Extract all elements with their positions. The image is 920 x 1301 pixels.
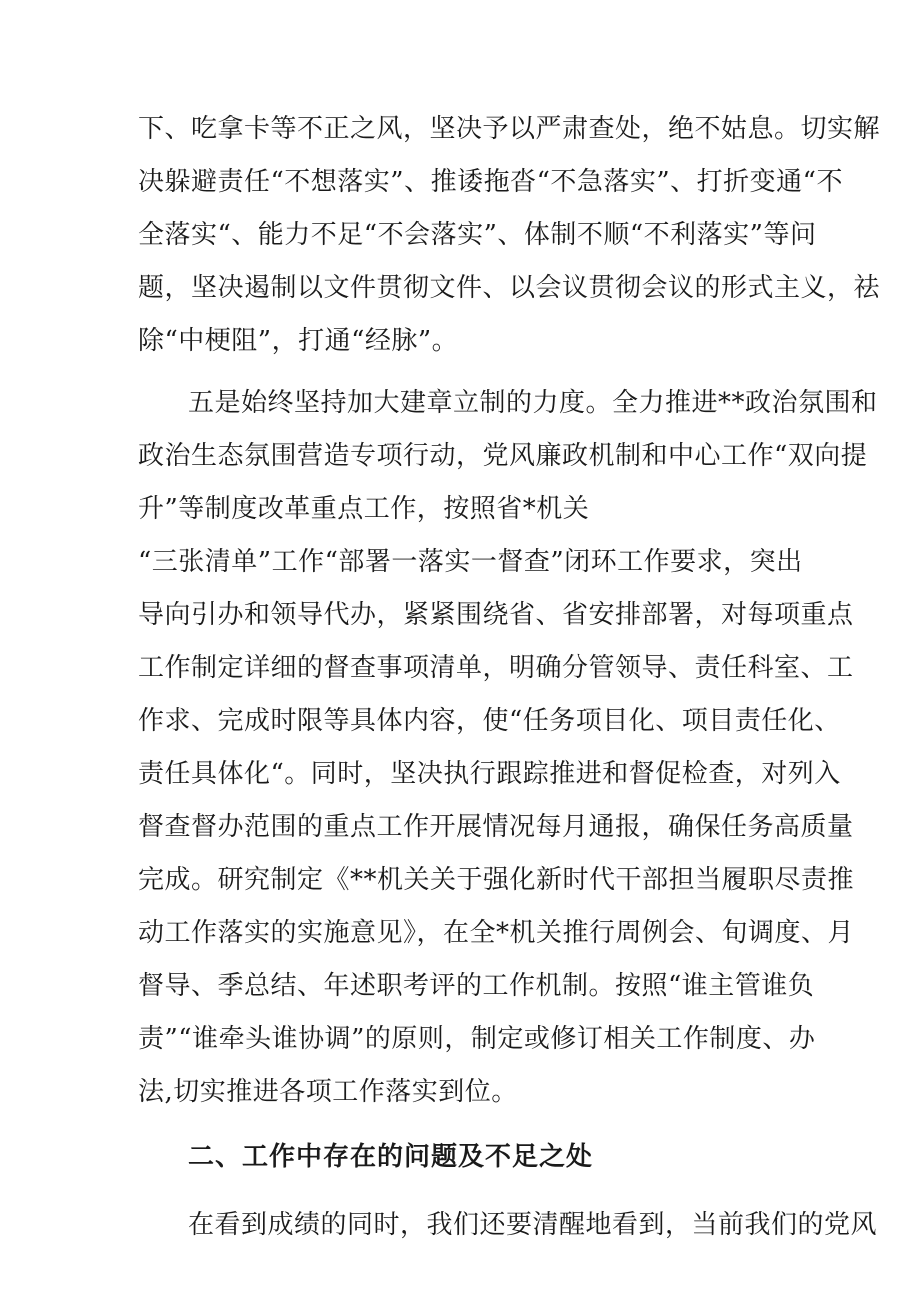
- paragraph-line: “三张清单”工作“部署一落实一督查”闭环工作要求，突出: [138, 547, 803, 577]
- section-heading: 二、工作中存在的问题及不足之处: [188, 1142, 594, 1172]
- paragraph-line: 升”等制度改革重点工作，按照省*机关: [138, 494, 590, 524]
- paragraph-line: 工作制定详细的督查事项清单，明确分管领导、责任科室、工: [138, 653, 854, 683]
- paragraph-line: 除“中梗阻”，打通“经脉”。: [138, 326, 459, 356]
- paragraph-line: 责任具体化“。同时，坚决执行跟踪推进和督促检查，对列入: [138, 759, 841, 789]
- paragraph-line: 题，坚决遏制以文件贯彻文件、以会议贯彻会议的形式主义，祛: [138, 273, 881, 303]
- paragraph-line: 法,切实推进各项工作落实到位。: [138, 1077, 518, 1107]
- paragraph-line: 在看到成绩的同时，我们还要清醒地看到，当前我们的党风: [188, 1210, 878, 1240]
- paragraph-line: 决躲避责任“不想落实”、推诿拖沓“不急落实”、打折变通“不: [138, 167, 843, 197]
- paragraph-line: 五是始终坚持加大建章立制的力度。全力推进**政治氛围和: [188, 388, 878, 418]
- paragraph-line: 责”“谁牵头谁协调”的原则，制定或修订相关工作制度、办: [138, 1024, 816, 1054]
- paragraph-line: 全落实“、能力不足“不会落实”、体制不顺“不利落实”等问: [138, 220, 817, 250]
- paragraph-line: 作求、完成时限等具体内容，使“任务项目化、项目责任化、: [138, 706, 841, 736]
- paragraph-line: 下、吃拿卡等不正之风，坚决予以严肃查处，绝不姑息。切实解: [138, 114, 881, 144]
- paragraph-line: 动工作落实的实施意见》，在全*机关推行周例会、旬调度、月: [138, 918, 855, 948]
- paragraph-line: 完成。研究制定《**机关关于强化新时代干部担当履职尽责推: [138, 865, 855, 895]
- paragraph-line: 督查督办范围的重点工作开展情况每月通报，确保任务高质量: [138, 812, 854, 842]
- paragraph-line: 督导、季总结、年述职考评的工作机制。按照“谁主管谁负: [138, 971, 815, 1001]
- paragraph-line: 政治生态氛围营造专项行动，党风廉政机制和中心工作“双向提: [138, 441, 868, 471]
- paragraph-line: 导向引办和领导代办，紧紧围绕省、省安排部署，对每项重点: [138, 600, 854, 630]
